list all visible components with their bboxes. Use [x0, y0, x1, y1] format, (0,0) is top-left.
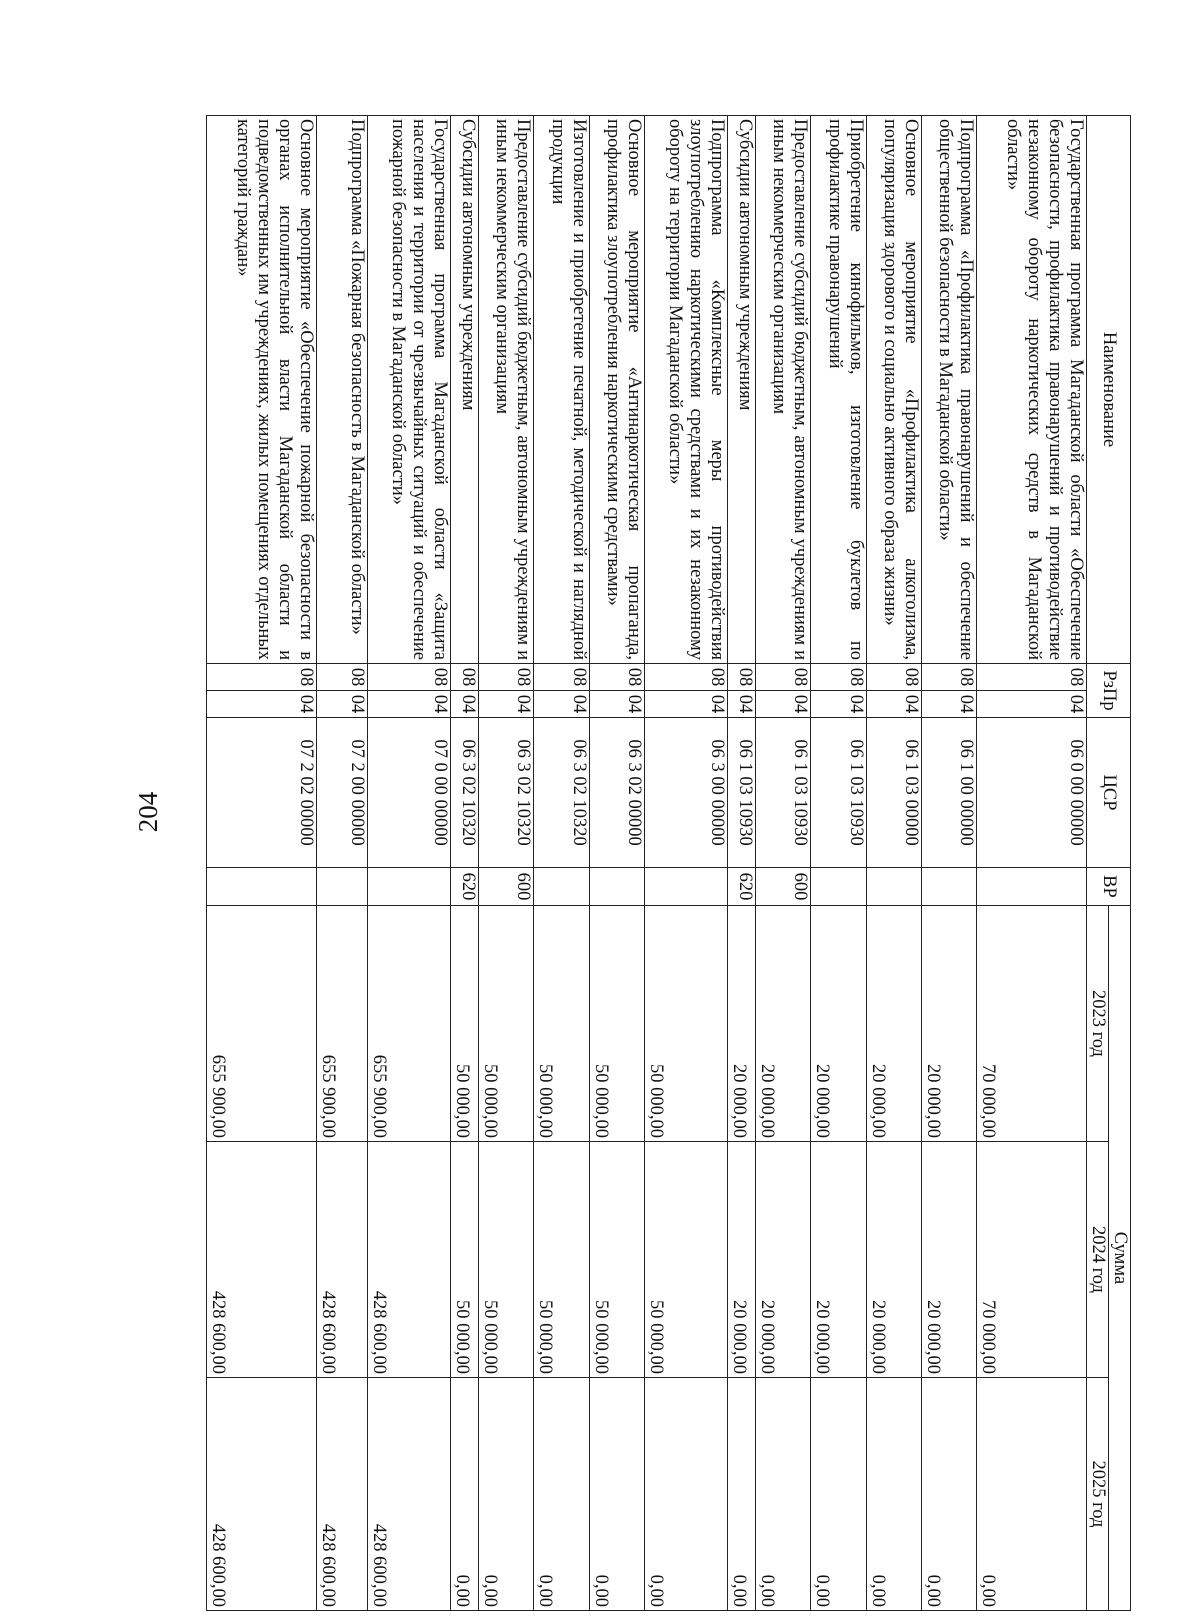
- row-name: Подпрограмма «Профилактика правонарушений и обеспечение общественной безопасности в Магаданской области»: [922, 116, 977, 664]
- row-amount-2024: 20 000,00: [866, 1142, 921, 1378]
- row-csr: 06 3 02 00000: [589, 718, 644, 868]
- row-csr: 06 0 00 00000: [977, 718, 1087, 868]
- header-sum: Сумма: [1109, 906, 1131, 1611]
- row-name: Основное мероприятие «Антинаркотическая пропаганда, профилактика злоупотребления наркотическими средствами»: [589, 116, 644, 664]
- row-amount-2023: 20 000,00: [727, 906, 755, 1142]
- table-row: [478, 116, 533, 1611]
- row-vr: 620: [450, 868, 478, 906]
- header-name: Наименование: [1087, 116, 1131, 664]
- row-vr: [811, 868, 866, 906]
- header-vr: ВР: [1087, 868, 1131, 906]
- row-vr: [316, 868, 368, 906]
- row-pr: 04: [977, 691, 1087, 718]
- row-amount-2023: 50 000,00: [589, 906, 644, 1142]
- row-amount-2024: 70 000,00: [977, 1142, 1087, 1378]
- row-amount-2025: 0,00: [755, 1378, 810, 1611]
- row-amount-2023: 20 000,00: [755, 906, 810, 1142]
- row-csr: 07 0 00 00000: [368, 718, 450, 868]
- header-rz-pr: РзПр: [1087, 664, 1131, 718]
- row-amount-2025: 0,00: [589, 1378, 644, 1611]
- row-pr: 04: [922, 691, 977, 718]
- row-name: Подпрограмма «Комплексные меры противодействия злоупотреблению наркотическими средствами и их незаконному обороту на территории Магаданской области»: [645, 116, 727, 664]
- row-vr: 600: [755, 868, 810, 906]
- row-csr: 06 1 03 10930: [811, 718, 866, 868]
- row-rz: 08: [450, 664, 478, 691]
- row-amount-2023: 50 000,00: [645, 906, 727, 1142]
- row-amount-2023: 70 000,00: [977, 906, 1087, 1142]
- row-pr: 04: [755, 691, 810, 718]
- row-pr: 04: [645, 691, 727, 718]
- row-vr: [922, 868, 977, 906]
- row-amount-2025: 0,00: [478, 1378, 533, 1611]
- table-row: [589, 116, 644, 1611]
- row-amount-2025: 428 600,00: [316, 1378, 368, 1611]
- row-rz: 08: [727, 664, 755, 691]
- row-rz: 08: [977, 664, 1087, 691]
- table-row: [755, 116, 810, 1611]
- row-amount-2023: 20 000,00: [811, 906, 866, 1142]
- row-rz: 08: [645, 664, 727, 691]
- row-amount-2025: 428 600,00: [207, 1378, 317, 1611]
- table-row: [811, 116, 866, 1611]
- row-vr: [866, 868, 921, 906]
- header-year-2024: 2024 год: [1087, 1142, 1109, 1378]
- row-name: Субсидии автономным учреждениям: [727, 116, 755, 664]
- table-row: [207, 116, 317, 1611]
- row-amount-2025: 0,00: [450, 1378, 478, 1611]
- row-csr: 06 3 02 10320: [534, 718, 589, 868]
- row-amount-2024: 50 000,00: [589, 1142, 644, 1378]
- table-row: [316, 116, 368, 1611]
- row-amount-2023: 50 000,00: [478, 906, 533, 1142]
- row-pr: 04: [207, 691, 317, 718]
- row-amount-2024: 20 000,00: [811, 1142, 866, 1378]
- table-row: [645, 116, 727, 1611]
- row-pr: 04: [811, 691, 866, 718]
- row-pr: 04: [534, 691, 589, 718]
- row-csr: 06 1 00 00000: [922, 718, 977, 868]
- row-rz: 08: [922, 664, 977, 691]
- row-rz: 08: [316, 664, 368, 691]
- row-amount-2025: 428 600,00: [368, 1378, 450, 1611]
- row-pr: 04: [450, 691, 478, 718]
- row-amount-2024: 20 000,00: [922, 1142, 977, 1378]
- row-amount-2023: 20 000,00: [866, 906, 921, 1142]
- header-year-2023: 2023 год: [1087, 906, 1109, 1142]
- row-vr: 600: [478, 868, 533, 906]
- row-name: Государственная программа Магаданской области «Обеспечение безопасности, профилактика правонарушений и противодействие незаконному обороту наркотических средств в Магаданской области»: [977, 116, 1087, 664]
- row-csr: 06 1 03 10930: [755, 718, 810, 868]
- row-amount-2023: 655 900,00: [207, 906, 317, 1142]
- row-vr: [368, 868, 450, 906]
- row-name: Подпрограмма «Пожарная безопасность в Магаданской области»: [316, 116, 368, 664]
- row-amount-2025: 0,00: [534, 1378, 589, 1611]
- budget-table: [206, 115, 1131, 1611]
- row-name: Основное мероприятие «Профилактика алкоголизма, популяризация здорового и социально активного образа жизни»: [866, 116, 921, 664]
- row-amount-2024: 50 000,00: [450, 1142, 478, 1378]
- row-rz: 08: [866, 664, 921, 691]
- row-vr: [207, 868, 317, 906]
- row-amount-2024: 50 000,00: [478, 1142, 533, 1378]
- row-amount-2024: 50 000,00: [645, 1142, 727, 1378]
- table-row: [866, 116, 921, 1611]
- row-amount-2025: 0,00: [727, 1378, 755, 1611]
- row-vr: 620: [727, 868, 755, 906]
- header-csr: ЦСР: [1087, 718, 1131, 868]
- row-name: Субсидии автономным учреждениям: [450, 116, 478, 664]
- row-csr: 07 2 00 00000: [316, 718, 368, 868]
- row-amount-2023: 50 000,00: [534, 906, 589, 1142]
- row-csr: 07 2 02 00000: [207, 718, 317, 868]
- row-rz: 08: [811, 664, 866, 691]
- table-row: [368, 116, 450, 1611]
- row-rz: 08: [755, 664, 810, 691]
- row-pr: 04: [727, 691, 755, 718]
- row-name: Основное мероприятие «Обеспечение пожарной безопасности в органах исполнительной власти Магаданской области и подведомственных им учреждениях, жилых помещениях отдельных категорий граждан»: [207, 116, 317, 664]
- row-csr: 06 1 03 00000: [866, 718, 921, 868]
- row-amount-2024: 20 000,00: [727, 1142, 755, 1378]
- row-amount-2023: 655 900,00: [316, 906, 368, 1142]
- row-name: Изготовление и приобретение печатной, методической и наглядной продукции: [534, 116, 589, 664]
- row-amount-2023: 20 000,00: [922, 906, 977, 1142]
- row-rz: 08: [478, 664, 533, 691]
- row-vr: [977, 868, 1087, 906]
- row-rz: 08: [368, 664, 450, 691]
- row-amount-2025: 0,00: [811, 1378, 866, 1611]
- row-csr: 06 1 03 10930: [727, 718, 755, 868]
- row-csr: 06 3 00 00000: [645, 718, 727, 868]
- row-pr: 04: [368, 691, 450, 718]
- page-number: 204: [133, 791, 163, 833]
- row-amount-2025: 0,00: [922, 1378, 977, 1611]
- row-vr: [645, 868, 727, 906]
- row-amount-2025: 0,00: [645, 1378, 727, 1611]
- row-csr: 06 3 02 10320: [450, 718, 478, 868]
- row-amount-2024: 428 600,00: [368, 1142, 450, 1378]
- table-row: [922, 116, 977, 1611]
- row-name: Государственная программа Магаданской области «Защита населения и территории от чрезвычайных ситуаций и обеспечение пожарной безопасности в Магаданской области»: [368, 116, 450, 664]
- row-amount-2024: 428 600,00: [207, 1142, 317, 1378]
- row-name: Приобретение кинофильмов, изготовление буклетов по профилактике правонарушений: [811, 116, 866, 664]
- header-year-2025: 2025 год: [1087, 1378, 1109, 1611]
- row-amount-2024: 428 600,00: [316, 1142, 368, 1378]
- row-rz: 08: [207, 664, 317, 691]
- row-pr: 04: [316, 691, 368, 718]
- table-row: [450, 116, 478, 1611]
- budget-table-sheet: [206, 115, 1131, 1610]
- row-amount-2023: 50 000,00: [450, 906, 478, 1142]
- row-rz: 08: [534, 664, 589, 691]
- row-pr: 04: [866, 691, 921, 718]
- row-amount-2024: 50 000,00: [534, 1142, 589, 1378]
- row-pr: 04: [478, 691, 533, 718]
- row-vr: [534, 868, 589, 906]
- row-pr: 04: [589, 691, 644, 718]
- row-amount-2025: 0,00: [866, 1378, 921, 1611]
- row-rz: 08: [589, 664, 644, 691]
- row-amount-2025: 0,00: [977, 1378, 1087, 1611]
- row-name: Предоставление субсидий бюджетным, автономным учреждениям и иным некоммерческим организациям: [478, 116, 533, 664]
- row-csr: 06 3 02 10320: [478, 718, 533, 868]
- row-vr: [589, 868, 644, 906]
- table-row: [727, 116, 755, 1611]
- row-name: Предоставление субсидий бюджетным, автономным учреждениям и иным некоммерческим организациям: [755, 116, 810, 664]
- row-amount-2023: 655 900,00: [368, 906, 450, 1142]
- table-row: [534, 116, 589, 1611]
- table-row: [977, 116, 1087, 1611]
- row-amount-2024: 20 000,00: [755, 1142, 810, 1378]
